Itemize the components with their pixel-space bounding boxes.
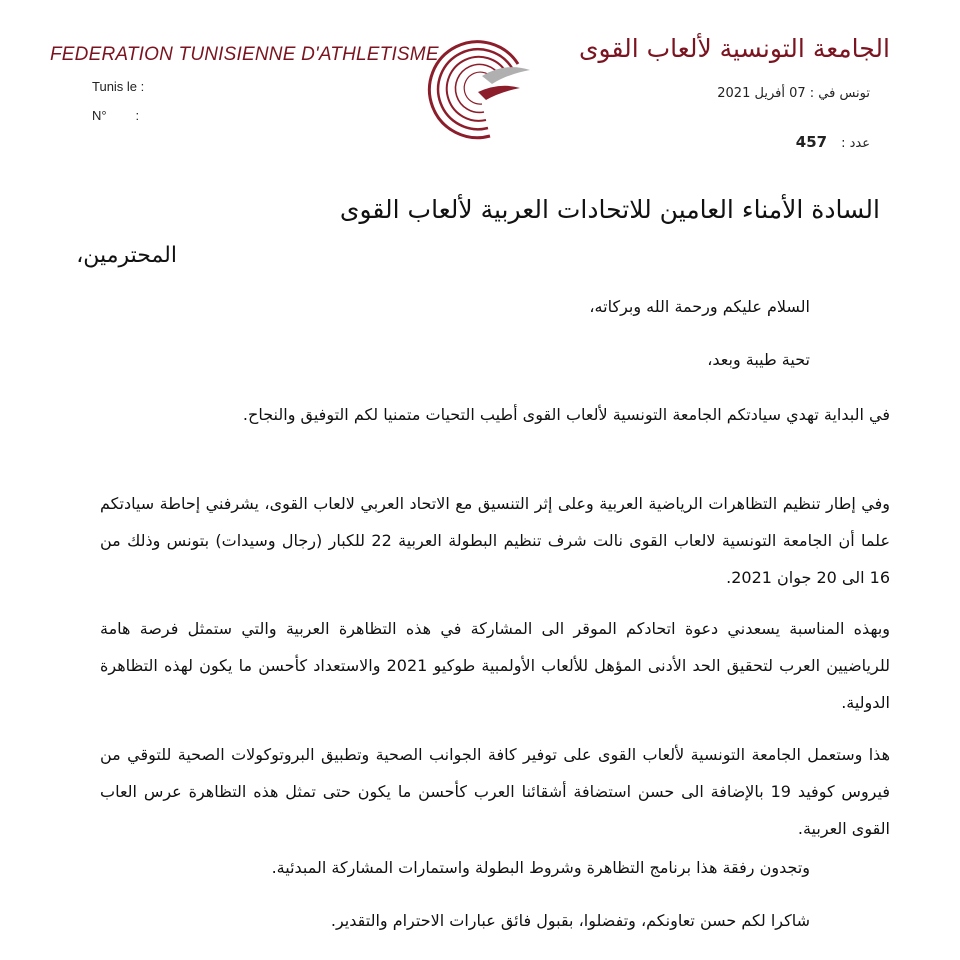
federation-logo	[420, 32, 538, 150]
paragraph-intro: في البداية تهدي سيادتكم الجامعة التونسية لألعاب القوى أطيب التحيات متمنيا لكم التوفيق والنجاح.	[242, 405, 890, 424]
enclosure-note: وتجدون رفقة هذا برنامج التظاهرة وشروط البطولة واستمارات المشاركة المبدئية.	[271, 858, 810, 877]
paragraph-health: هذا وستعمل الجامعة التونسية لألعاب القوى على توفير كافة الجوانب الصحية وتطبيق البروتوكولات الصحية للتوقي من فيروس كوفيد 19 بالإضافة الى حسن استضافة أشقائنا العرب كأحسن ما يكون حتى تمثل هذه التظاهرة عرس العاب القوى العربية.	[100, 745, 890, 838]
addressee: السادة الأمناء العامين للاتحادات العربية لألعاب القوى	[339, 195, 880, 224]
number-value: 457	[795, 133, 828, 151]
honorific: المحترمين،	[76, 243, 177, 268]
reference-number	[796, 133, 870, 151]
number-label-fr: N° :	[92, 108, 140, 123]
org-name-ar: الجامعة التونسية لألعاب القوى	[578, 34, 890, 63]
number-label-ar: عدد :	[841, 136, 870, 151]
paragraph-championship: وفي إطار تنظيم التظاهرات الرياضية العربية وعلى إثر التنسيق مع الاتحاد العربي لالعاب القوى، يشرفني إحاطة سيادتكم علما أن الجامعة التونسية لالعاب القوى نالت شرف تنظيم البطولة العربية 22 للكبار (رجال وسيدات) بتونس وذلك من 16 الى 20 جوان 2021.	[100, 494, 891, 587]
date-ar: تونس في : 07 أفريل 2021	[717, 86, 870, 101]
paragraph-invitation: وبهذه المناسبة يسعدني دعوة اتحادكم الموقر الى المشاركة في هذه التظاهرة العربية والتي ستمثل فرصة هامة للرياضيين العرب لتحقيق الحد الأدنى المؤهل للألعاب الأولمبية طوكيو 2021 والاستعداد كأحسن ما يكون لهذه التظاهرة الدولية.	[100, 619, 890, 712]
closing: شاكرا لكم حسن تعاونكم، وتفضلوا، بقبول فائق عبارات الاحترام والتقدير.	[330, 911, 810, 930]
date-label-fr: Tunis le :	[92, 79, 145, 94]
salutation: تحية طيبة وبعد،	[707, 350, 810, 369]
org-name-fr: FEDERATION TUNISIENNE D'ATHLETISME	[50, 44, 439, 65]
greeting: السلام عليكم ورحمة الله وبركاته،	[589, 297, 810, 316]
